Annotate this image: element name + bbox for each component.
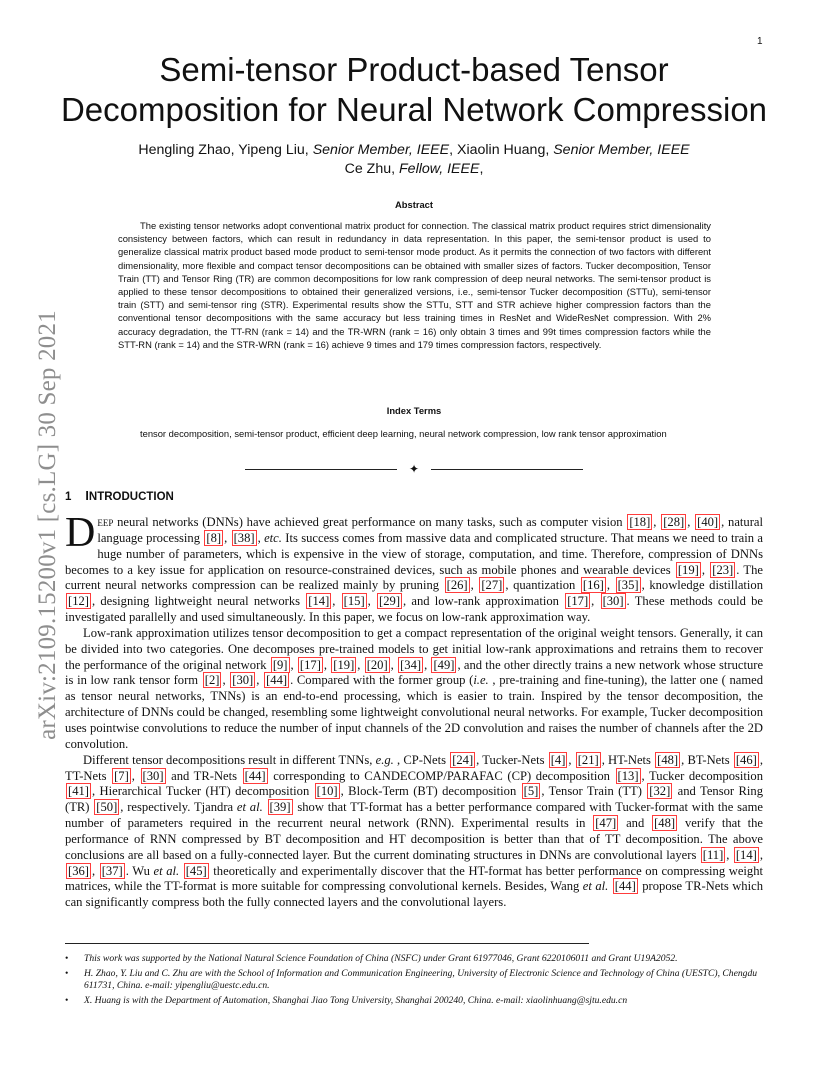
citation-link[interactable]: [16] [582,578,604,593]
citation-link[interactable]: [32] [649,784,671,799]
index-terms-heading: Index Terms [386,405,442,416]
footnote-item [65,995,763,1007]
paragraph-text: , TT-Nets [65,752,763,783]
paragraph-text: , [606,578,615,593]
paragraph-text: , [224,530,231,545]
paragraph-text: Low-rank approximation utilizes tensor decomposition to get a compact representation of the original weight tensors. Generally, it can be divided into two categories. One decomposes pre-trained models to get initial low-rank approximations and retrains them to recover the performance of the original network [65,625,763,672]
paragraph-text: , [653,515,661,529]
paragraph-text: and [619,816,652,831]
paragraph-text: and TR-Nets [166,768,242,783]
divider-rule-right [431,469,583,470]
citation-link[interactable]: [5] [523,784,539,799]
citation-link[interactable]: [28] [663,515,685,529]
latin-abbreviation: et al. [153,863,180,878]
citation-link[interactable]: [38] [233,530,255,545]
paragraph-text: Different tensor decompositions result in different TNNs, [83,752,376,767]
citation-link[interactable]: [50] [96,800,118,815]
citation-link[interactable]: [10] [316,784,338,799]
footnote-item [65,953,763,965]
paragraph-text: , natural language processing [97,515,763,545]
paragraph-text: , [332,594,341,609]
paragraph-text: , pre-training and fine-tuning), the latter one ( named as tensor neural networks, TNNs) is an end-to-end processing, which is easier to train. Inspired by the tensor decomposition, the architecture of DNNs could be changed, resembling some lightweight convolutional neural networks. For example, Tucker decomposition uses pointwise convolutions to reduce the number of input channels of the 2D convolution and raises the number of channels after the 2D convolution. [65,673,764,751]
latin-abbreviation: et al. [236,800,263,815]
citation-link[interactable]: [9] [272,657,288,672]
index-terms-text: tensor decomposition, semi-tensor product, efficient deep learning, neural network compression, low rank tensor approximation [140,428,667,439]
citation-link[interactable]: [26] [446,578,468,593]
paper-title [40,50,788,130]
paragraph-text: . The current neural networks compression can be realized mainly by pruning [65,562,763,593]
citation-link[interactable]: [45] [185,863,207,878]
citation-link[interactable]: [46] [735,752,757,767]
paragraph-text: , [323,657,331,672]
paragraph-text: Its success comes from massive data and complicated structure. That means we need to train a huge number of parameters, which is expensive in the view of storage, computation, and time. Therefore, compression of DNNs becomes to a key issue for application on resource-constrained devices, such as mobile phones and wearable devices [65,530,764,577]
intro-paragraph-3 [65,753,763,911]
divider-rule-left [245,469,397,470]
paragraph-text: show that TT-format has a better performance compared with Tucker-format with the same number of parameters required in the recurrent neural network (RNN). Experimental results in [65,800,763,831]
paragraph-text: . Wu [125,863,154,878]
paragraph-text: , [91,863,99,878]
citation-link[interactable]: [44] [244,768,266,783]
paragraph-text: , [131,768,140,783]
paragraph-text: , [701,562,710,577]
section-title-initial: I [85,489,89,503]
paragraph-text: , [568,752,575,767]
dropcap-letter: D [65,510,96,556]
citation-link[interactable]: [36] [68,863,89,878]
paragraph-text: neural networks (DNNs) have achieved great performance on many tasks, such as computer vision [113,515,627,529]
paragraph-text: , respectively. Tjandra [120,800,237,815]
citation-link[interactable]: [39] [269,800,291,815]
citation-link[interactable]: [27] [481,578,503,593]
footnote-separator [65,943,589,944]
intro-paragraph-2-text [65,626,763,751]
footnote-list [65,953,763,1009]
citation-link[interactable]: [47] [595,816,617,831]
citation-link[interactable]: [19] [677,562,699,577]
citation-link[interactable]: [15] [343,594,365,609]
paragraph-text: , knowledge distillation [641,578,764,593]
paragraph-text: , [726,847,733,862]
dropcap-word-rest: eep [97,515,114,529]
paragraph-text: , [367,594,377,609]
citation-link[interactable]: [30] [232,673,254,688]
paragraph-text: , Tensor Train (TT) [541,784,647,799]
section-heading [65,489,174,503]
paragraph-text: , HT-Nets [601,752,655,767]
introduction-body [65,510,764,911]
citation-link[interactable]: [20] [366,657,388,672]
paragraph-text: , quantization [505,578,580,593]
citation-link[interactable]: [4] [550,752,566,767]
footnote-text: H. Zhao, Y. Liu and C. Zhu are with the School of Information and Communication Engineering, University of Electronic Science and Technology of China (UESTC), Chengdu 611731, China. e-mail: yipengliu@uestc.edu.cn. [84,967,758,991]
paragraph-text: . Compared with the former group ( [290,673,474,688]
intro-paragraph-3-text [65,753,763,910]
section-number: 1 [65,491,72,503]
citation-link[interactable]: [44] [614,879,636,894]
paragraph-text: , Hierarchical Tucker (HT) decomposition [91,784,314,799]
paragraph-text: , Tucker decomposition [641,768,764,783]
paragraph-text: . These methods could be investigated parallelly and used simultaneously. In this paper, we focus on low-rank approximation way. [65,594,764,625]
paragraph-text: , Block-Term (BT) decomposition [340,784,521,799]
intro-paragraph-2 [65,626,763,753]
citation-link[interactable]: [19] [333,657,355,672]
paragraph-text: , and the other directly trains a new network whose structure is in low rank tensor form [65,657,764,688]
citation-link[interactable]: [13] [617,768,639,783]
paragraph-text: , [290,657,297,672]
citation-link[interactable]: [11] [702,847,724,862]
paragraph-text: theoretically and experimentally discover that the HT-format has better performance on compressing weight matrices, while the TT-format is more suitable for compressing convolutional kernels. Besides, Wang [65,863,763,894]
citation-link[interactable]: [48] [654,816,676,831]
paragraph-text: , [591,594,600,609]
footnote-item [65,968,763,992]
paragraph-text: , [222,673,230,688]
author-role-3: Fellow, IEEE [399,161,480,177]
divider-star-icon: ✦ [408,462,420,476]
author-names-1: Hengling Zhao, Yipeng Liu, [138,142,313,158]
section-divider [245,462,583,476]
latin-abbreviation: etc. [264,530,282,545]
page-number: 1 [757,36,763,47]
author-names-3: Ce Zhu, [344,161,400,177]
author-names-2: , Xiaolin Huang, [449,142,554,158]
footnote-text: X. Huang is with the Department of Automation, Shanghai Jiao Tong University, Shanghai 200240, China. e-mail: xiaolinhuang@sjtu.edu.cn [84,994,628,1006]
citation-link[interactable]: [21] [577,752,599,767]
author-list [60,141,768,179]
paragraph-text: , [357,657,364,672]
paragraph-text: corresponding to CANDECOMP/PARAFAC (CP) decomposition [268,768,615,783]
latin-abbreviation: et al. [582,879,609,894]
paragraph-text: , CP-Nets [393,752,450,767]
arxiv-identifier-stamp: arXiv:2109.15200v1 [cs.LG] 30 Sep 2021 [34,310,61,740]
citation-link[interactable]: [35] [617,578,639,593]
author-line-end: , [479,161,484,177]
paragraph-text: , [424,657,431,672]
paper-title-line-2: Decomposition for Neural Network Compression [60,91,768,128]
bullet-icon: • [65,994,69,1006]
author-line-1 [60,141,768,160]
paragraph-text: propose TR-Nets which can significantly compress both the fully connected layers and the convolutional layers. [65,879,763,910]
paragraph-text: , [256,673,264,688]
paragraph-text [263,800,267,814]
citation-link[interactable]: [30] [142,768,164,783]
latin-abbreviation: i.e. [473,673,489,688]
citation-link[interactable]: [37] [101,863,123,878]
citation-link[interactable]: [44] [266,673,288,688]
paragraph-text: , and low-rank approximation [403,594,565,609]
paragraph-text: , designing lightweight neural networks [91,594,306,609]
paragraph-text: , [759,847,763,862]
section-title-rest: NTRODUCTION [88,491,174,503]
citation-link[interactable]: [14] [308,594,330,609]
latin-abbreviation: e.g. [375,752,394,767]
citation-link[interactable]: [41] [68,784,89,799]
intro-paragraph-1 [65,510,764,626]
paragraph-text: and Tensor Ring (TR) [65,784,763,815]
citation-link[interactable]: [49] [433,657,455,672]
citation-link[interactable]: [17] [299,657,321,672]
author-role-2: Senior Member, IEEE [553,142,690,158]
author-line-2 [60,160,768,179]
paragraph-text: , [687,515,695,529]
abstract-heading: Abstract [394,199,434,210]
citation-link[interactable]: [7] [114,768,129,783]
bullet-icon: • [65,967,69,979]
paragraph-text: , [257,530,265,545]
citation-link[interactable]: [24] [452,752,474,767]
paragraph-text: , Tucker-Nets [476,752,548,767]
citation-link[interactable]: [2] [204,673,220,688]
citation-link[interactable]: [29] [379,594,401,609]
citation-link[interactable]: [17] [567,594,589,609]
citation-link[interactable]: [8] [206,530,222,545]
paragraph-text: , [470,578,479,593]
paragraph-text: , [390,657,398,672]
bullet-icon: • [65,953,69,964]
citation-link[interactable]: [40] [697,515,719,529]
intro-paragraph-1-text [65,510,764,625]
paper-title-line-1: Semi-tensor Product-based Tensor [159,51,669,88]
author-role-1: Senior Member, IEEE [312,142,450,158]
abstract-text: The existing tensor networks adopt conventional matrix product for connection. The classical matrix product requires strict dimensionality consistency between factors, which can result in redundancy in data representation. In this paper, the semi-tensor product is used to generalize classical matrix product based mode product to semi-tensor mode product. As it permits the connection of two factors with different dimensionality, more flexible and compact tensor decompositions can be obtained with smaller sizes of factors. Tucker decomposition, Tensor Train (TT) and Tensor Ring (TR) are common decompositions for low rank compression of deep neural networks. The semi-tensor product is applied to these tensor decompositions to obtained their generalized versions, i.e., semi-tensor Tucker decomposition (STTu), semi-tensor train (STT) and semi-tensor ring (STR). Experimental results show the STTu, STT and STR achieve higher compression factors than the conventional tensor decompositions with the same accuracy but less training times in ResNet and WideResNet compression. With 2% accuracy degradation, the TT-RN (rank = 14) and the TR-WRN (rank = 16) only obtain 3 times and 99t times compression factors while the STT-RN (rank = 14) and the STR-WRN (rank = 16) achieve 9 times and 179 times compression factors, respectively. [118,220,711,350]
paragraph-text [608,879,611,893]
citation-link[interactable]: [14] [735,847,757,862]
citation-link[interactable]: [48] [657,752,679,767]
citation-link[interactable]: [34] [400,657,422,672]
paragraph-text [179,864,183,878]
citation-link[interactable]: [18] [629,515,651,529]
citation-link[interactable]: [30] [602,594,624,609]
citation-link[interactable]: [12] [68,594,89,609]
citation-link[interactable]: [23] [712,562,734,577]
paragraph-text: , BT-Nets [681,752,733,767]
paragraph-text: verify that the performance of RNN compressed by BT decomposition and HT decomposition is better than that of TT decomposition. The above conclusions are all based on a fully-connected layer. But the current dominating structures in DNNs are convolutional layers [65,816,763,862]
footnote-text: This work was supported by the National Natural Science Foundation of China (NSFC) under Grant 61977046, Grant 6220106011 and Grant U19A2052. [84,953,678,964]
